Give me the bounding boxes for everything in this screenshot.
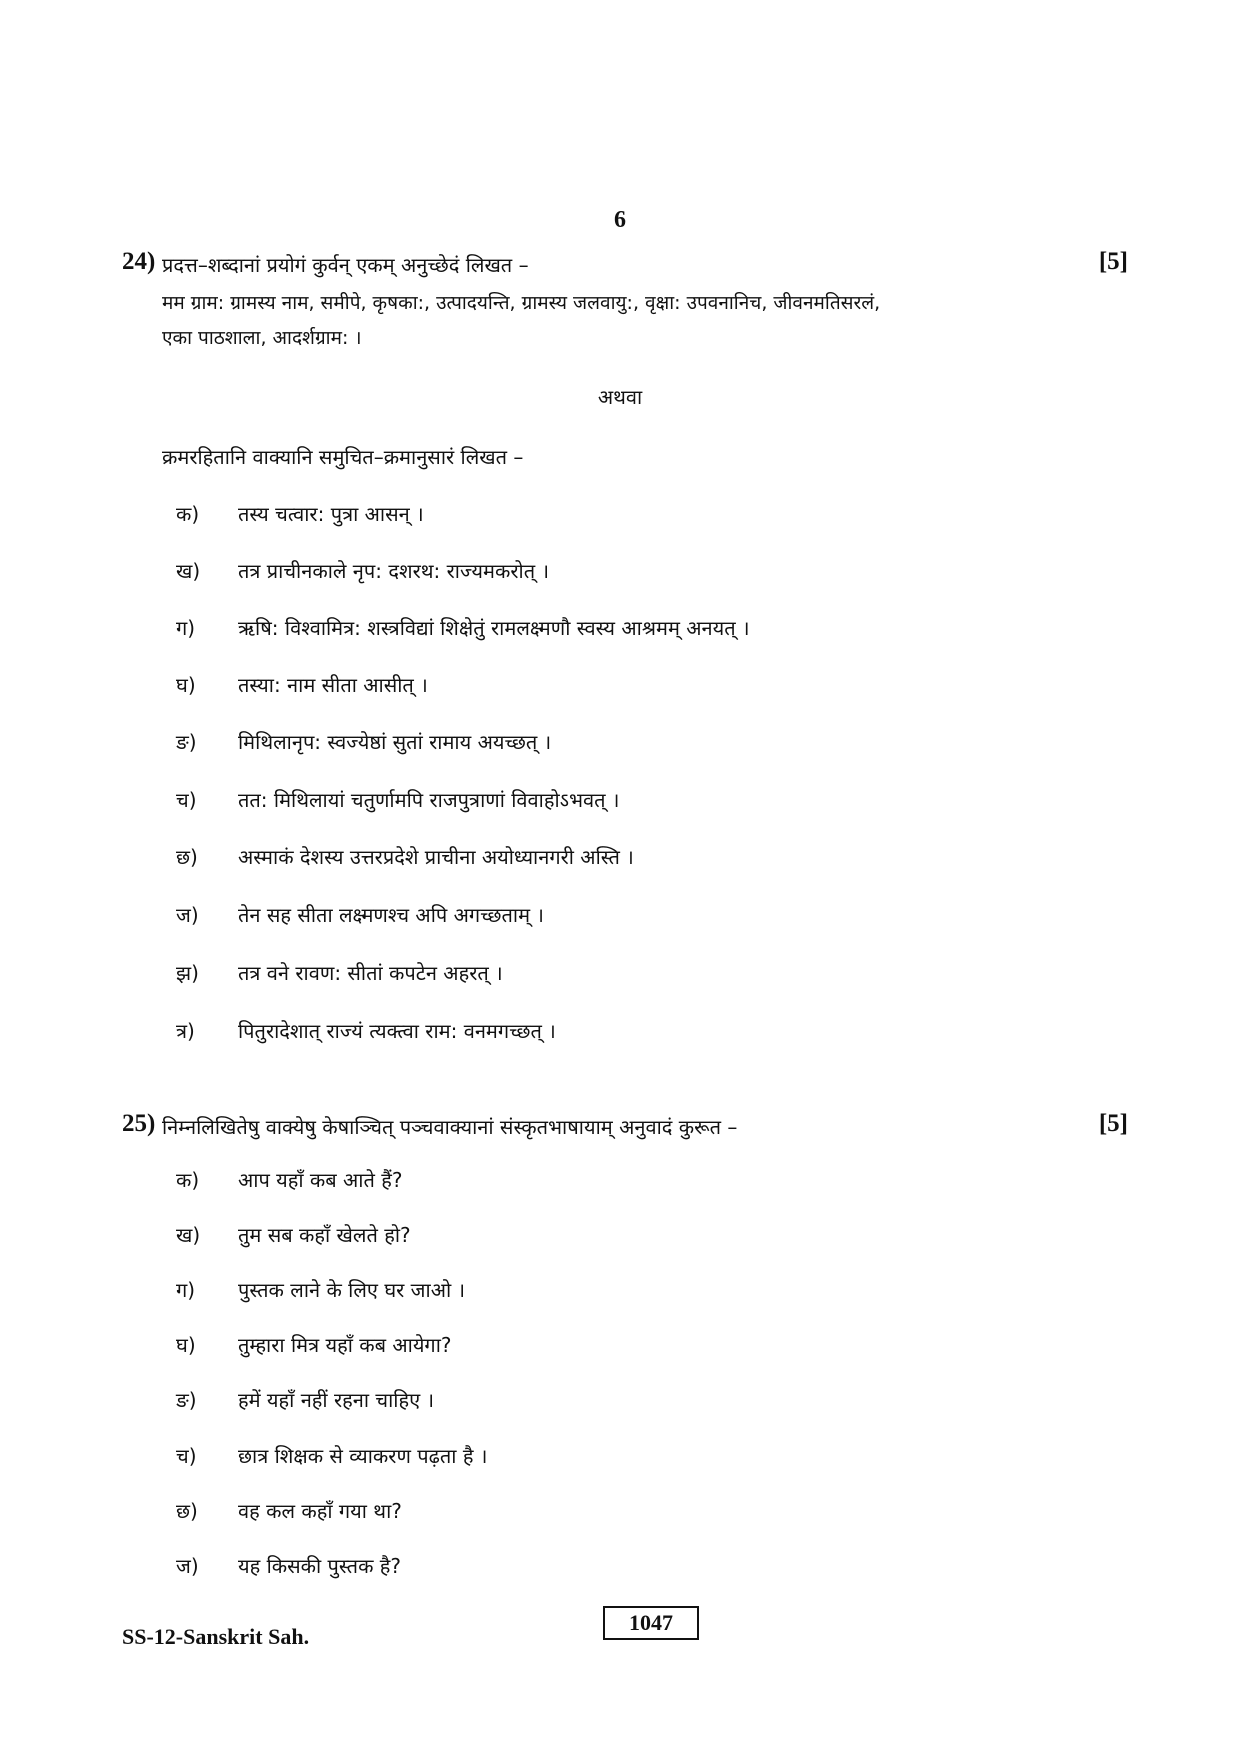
question-25-marks: [5] <box>1098 1110 1128 1137</box>
or-divider-label: अथवा <box>597 385 643 409</box>
list-item-label: ज) <box>176 903 199 927</box>
list-item: यह किसकी पुस्तक है? <box>238 1554 402 1578</box>
list-item: तत्र वने रावण: सीतां कपटेन अहरत् । <box>238 961 503 985</box>
list-item-label: क) <box>176 1168 200 1192</box>
paper-code: SS-12-Sanskrit Sah. <box>122 1624 310 1649</box>
question-25-instruction: निम्नलिखितेषु वाक्येषु केषाञ्चित् पञ्चवाक्यानां संस्कृतभाषायाम् अनुवादं कुरूत – <box>162 1115 738 1139</box>
list-item-label: च) <box>176 788 197 812</box>
list-item-label: झ) <box>176 961 199 985</box>
list-item-label: घ) <box>176 673 196 697</box>
list-item: तस्य चत्वार: पुत्रा आसन् । <box>238 502 424 526</box>
question-24-alt-instruction: क्रमरहितानि वाक्यानि समुचित–क्रमानुसारं लिखत – <box>162 445 524 469</box>
list-item: ऋषि: विश्वामित्र: शस्त्रविद्यां शिक्षेतुं रामलक्ष्मणौ स्वस्य आश्रमम् अनयत् । <box>238 616 750 640</box>
list-item: तुम्हारा मित्र यहाँ कब आयेगा? <box>238 1333 452 1357</box>
list-item: तुम सब कहाँ खेलते हो? <box>238 1223 411 1247</box>
page-number: 6 <box>614 207 626 233</box>
list-item-label: क) <box>176 502 200 526</box>
list-item-label: ङ) <box>176 1388 197 1412</box>
list-item-label: ङ) <box>176 730 197 754</box>
list-item: अस्माकं देशस्य उत्तरप्रदेशे प्राचीना अयोध्यानगरी अस्ति । <box>238 845 634 869</box>
list-item: छात्र शिक्षक से व्याकरण पढ़ता है । <box>238 1444 488 1468</box>
list-item: तस्या: नाम सीता आसीत् । <box>238 673 428 697</box>
list-item: तेन सह सीता लक्ष्मणश्च अपि अगच्छताम् । <box>238 903 545 927</box>
list-item-label: घ) <box>176 1333 196 1357</box>
question-24-marks: [5] <box>1098 248 1128 275</box>
list-item: पुस्तक लाने के लिए घर जाओ । <box>238 1278 466 1302</box>
list-item: पितुरादेशात् राज्यं त्यक्त्वा राम: वनमगच्छत् । <box>238 1019 556 1043</box>
question-25-number: 25) <box>122 1110 156 1137</box>
list-item-label: ख) <box>176 1223 201 1247</box>
question-24-words-line1: मम ग्राम: ग्रामस्य नाम, समीपे, कृषका:, उत्पादयन्ति, ग्रामस्य जलवायु:, वृक्षा: उपवनानिच, जीवनमतिसरलं, <box>162 292 881 314</box>
list-item: तत्र प्राचीनकाले नृप: दशरथ: राज्यमकरोत् । <box>238 559 550 583</box>
list-item-label: च) <box>176 1444 197 1468</box>
question-24-words-line2: एका पाठशाला, आदर्शग्राम: । <box>162 327 362 349</box>
page-code-box: 1047 <box>603 1606 699 1640</box>
question-24-number: 24) <box>122 248 156 275</box>
list-item-label: ग) <box>176 616 196 640</box>
list-item-label: छ) <box>176 1499 198 1523</box>
list-item: हमें यहाँ नहीं रहना चाहिए । <box>238 1388 435 1412</box>
list-item: वह कल कहाँ गया था? <box>238 1499 402 1523</box>
list-item-label: ग) <box>176 1278 196 1302</box>
list-item: आप यहाँ कब आते हैं? <box>238 1168 403 1192</box>
list-item-label: छ) <box>176 845 198 869</box>
list-item-label: ख) <box>176 559 201 583</box>
list-item: मिथिलानृप: स्वज्येष्ठां सुतां रामाय अयच्छत् । <box>238 730 552 754</box>
list-item: तत: मिथिलायां चतुर्णामपि राजपुत्राणां विवाहोऽभवत् । <box>238 788 620 812</box>
list-item-label: ज) <box>176 1554 199 1578</box>
list-item-label: त्र) <box>176 1019 195 1043</box>
question-24-instruction: प्रदत्त–शब्दानां प्रयोगं कुर्वन् एकम् अनुच्छेदं लिखत – <box>162 253 529 277</box>
